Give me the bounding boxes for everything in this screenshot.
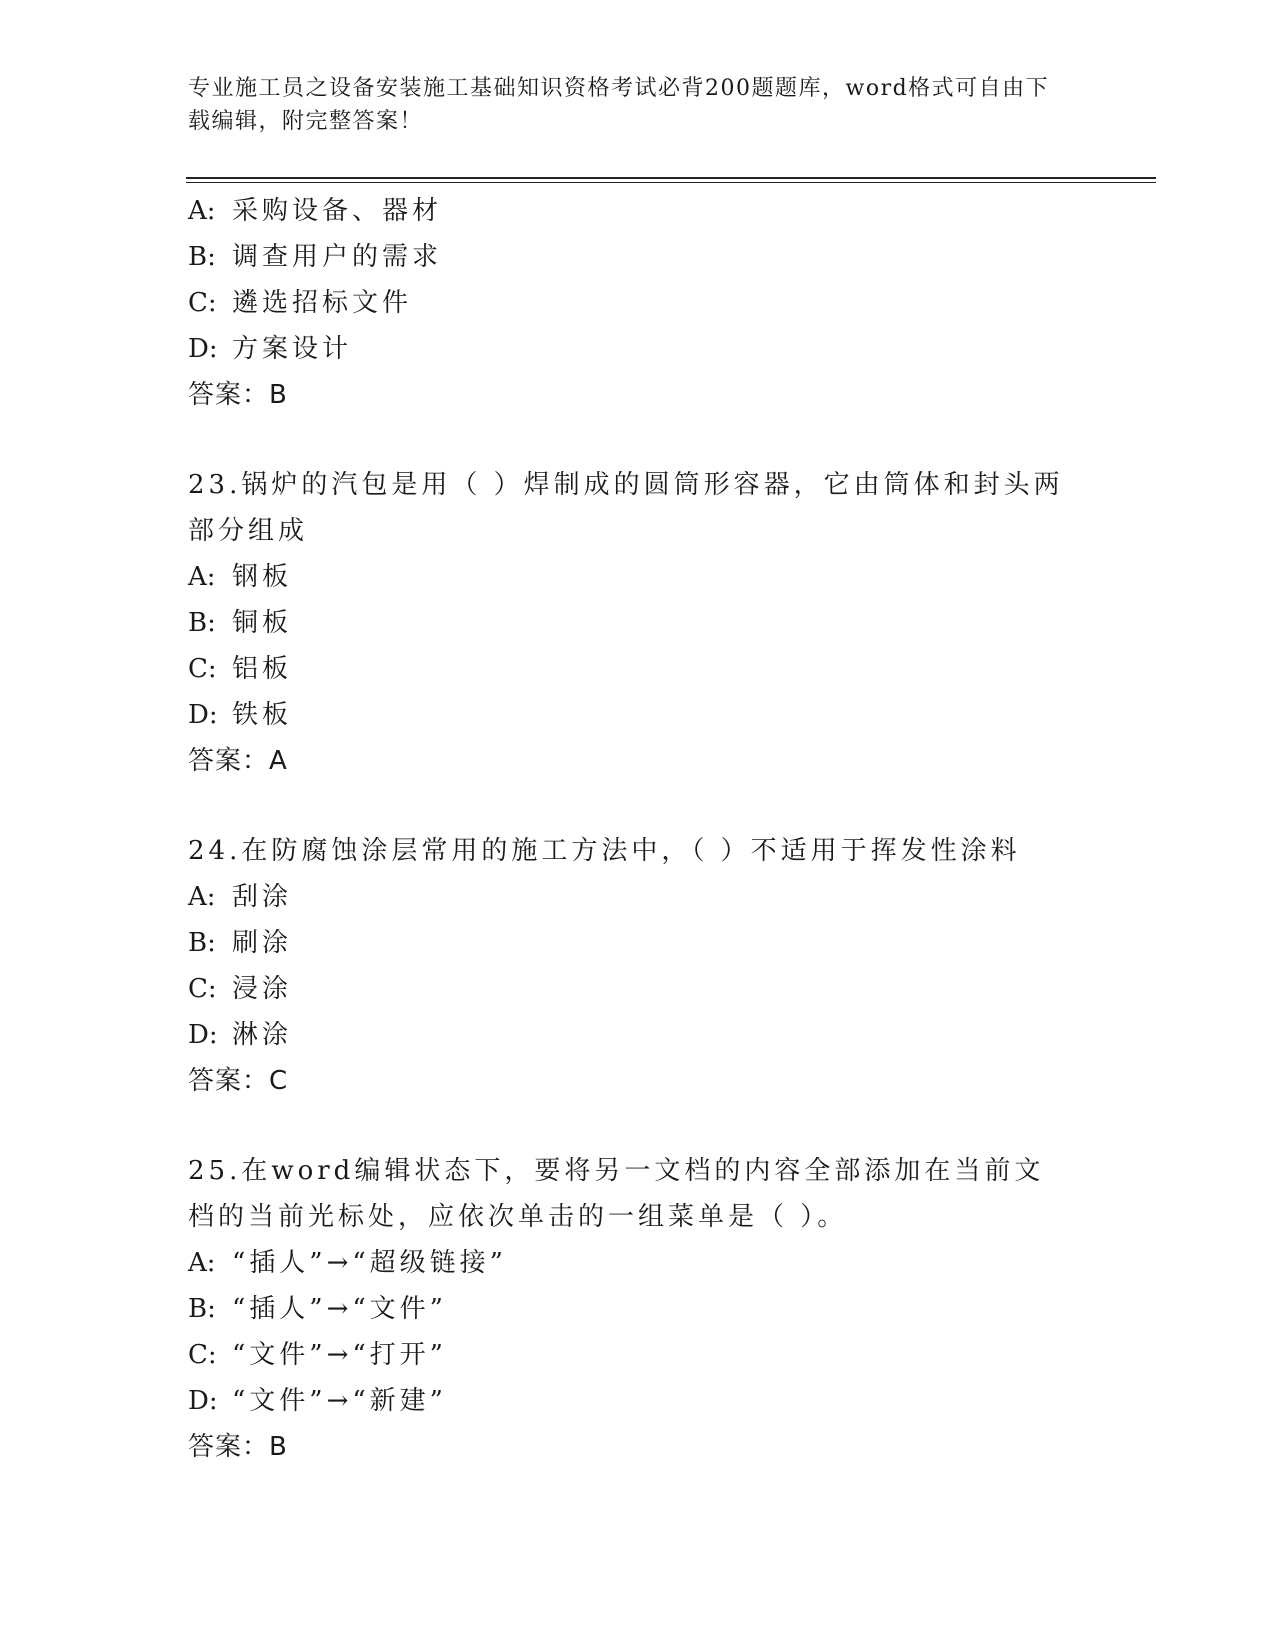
answer-line: 答案：A — [188, 746, 288, 776]
option-letter: B: — [188, 928, 216, 958]
option-letter: D: — [188, 700, 218, 730]
option-c — [188, 646, 1088, 692]
option-letter: D: — [188, 1020, 218, 1050]
option-letter: B: — [188, 608, 216, 638]
option-b — [188, 600, 1088, 646]
option-b — [188, 234, 1088, 280]
option-a — [188, 874, 1088, 920]
option-letter: A: — [188, 882, 216, 912]
option-text: 遴选招标文件 — [232, 288, 413, 318]
option-text: 刮涂 — [232, 882, 293, 912]
option-c — [188, 966, 1088, 1012]
document-header: 专业施工员之设备安装施工基础知识资格考试必背200题题库，word格式可自由下载编辑，附完整答案！ — [188, 76, 1050, 134]
question-text: 24.在防腐蚀涂层常用的施工方法中，（ ）不适用于挥发性涂料 — [188, 836, 1021, 866]
header-divider-thin — [186, 182, 1156, 183]
answer-line: 答案：B — [188, 380, 288, 410]
question-24 — [188, 828, 1088, 1104]
option-letter: A: — [188, 196, 216, 226]
question-25 — [188, 1148, 1088, 1470]
option-text: 铁板 — [232, 700, 293, 730]
prev-question-block — [188, 188, 1088, 418]
option-a — [188, 554, 1088, 600]
document-content — [188, 188, 1088, 1470]
option-text: 铝板 — [232, 654, 293, 684]
option-letter: C: — [188, 288, 217, 318]
option-letter: A: — [188, 562, 216, 592]
question-23 — [188, 462, 1088, 784]
option-text: 刷涂 — [232, 928, 293, 958]
header-divider-thick — [186, 177, 1156, 179]
option-a — [188, 188, 1088, 234]
option-d — [188, 692, 1088, 738]
option-text: 采购设备、器材 — [232, 196, 443, 226]
option-letter: D: — [188, 1386, 218, 1416]
option-letter: D: — [188, 334, 218, 364]
option-c — [188, 280, 1088, 326]
option-letter: C: — [188, 654, 217, 684]
option-text: 方案设计 — [232, 334, 353, 364]
option-letter: A: — [188, 1248, 216, 1278]
option-d — [188, 1012, 1088, 1058]
option-text: “文件”→“新建” — [232, 1386, 447, 1416]
option-text: 铜板 — [232, 608, 293, 638]
option-text: “插人”→“文件” — [232, 1294, 447, 1324]
option-text: 钢板 — [232, 562, 293, 592]
option-letter: C: — [188, 974, 217, 1004]
option-b — [188, 920, 1088, 966]
option-text: 调查用户的需求 — [232, 242, 443, 272]
option-d — [188, 1378, 1088, 1424]
option-text: 淋涂 — [232, 1020, 293, 1050]
option-a — [188, 1240, 1088, 1286]
option-c — [188, 1332, 1088, 1378]
option-text: “文件”→“打开” — [232, 1340, 447, 1370]
question-text: 25.在word编辑状态下，要将另一文档的内容全部添加在当前文档的当前光标处，应依次单击的一组菜单是（ ）。 — [188, 1156, 1045, 1232]
option-text: “插人”→“超级链接” — [232, 1248, 507, 1278]
question-text: 23.锅炉的汽包是用（ ）焊制成的圆筒形容器，它由筒体和封头两部分组成 — [188, 470, 1064, 546]
option-letter: C: — [188, 1340, 217, 1370]
option-letter: B: — [188, 1294, 216, 1324]
option-text: 浸涂 — [232, 974, 293, 1004]
option-d — [188, 326, 1088, 372]
answer-line: 答案：B — [188, 1432, 288, 1462]
option-letter: B: — [188, 242, 216, 272]
option-b — [188, 1286, 1088, 1332]
answer-line: 答案：C — [188, 1066, 289, 1096]
